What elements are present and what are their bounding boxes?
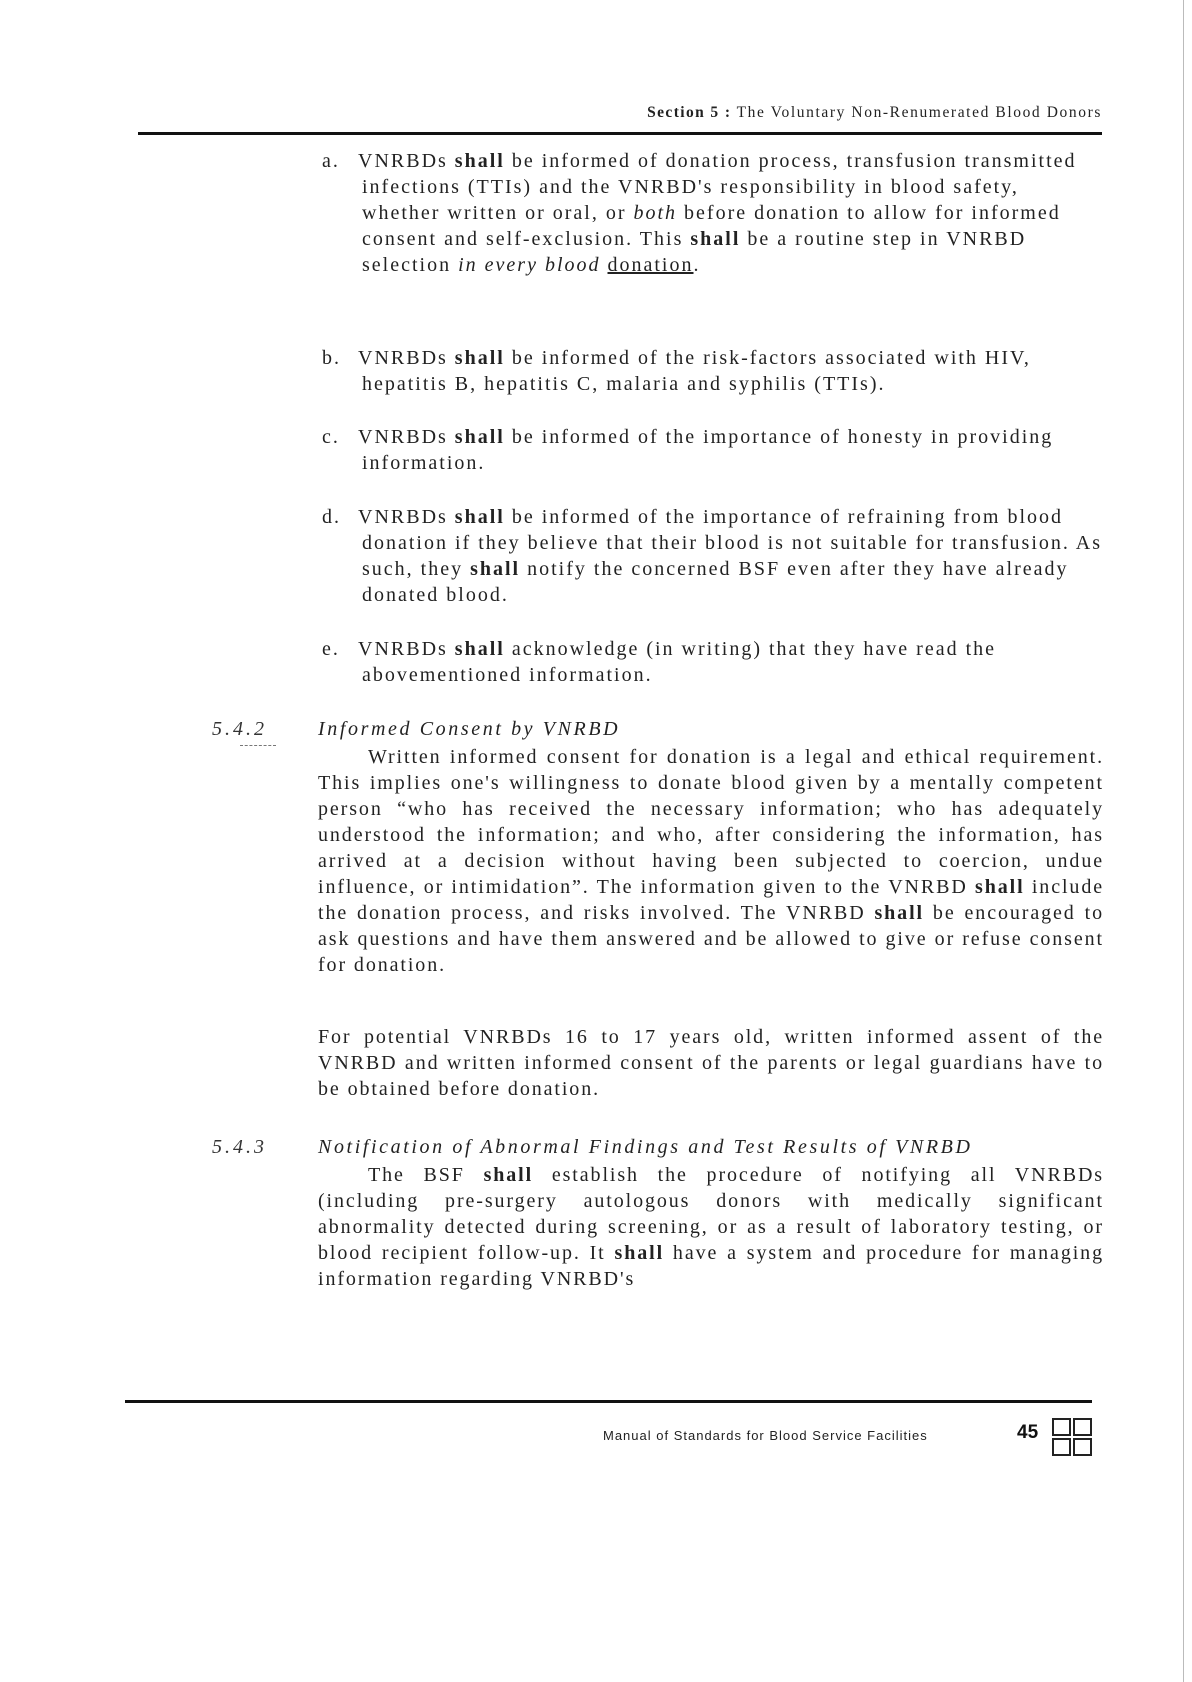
section-title: Informed Consent by VNRBD [318,718,621,740]
section-paragraph [318,1024,1104,1102]
emphasis-bold: shall [690,228,741,250]
section-number: 5.4.2 [212,718,267,740]
list-item-text [322,424,1102,476]
emphasis-bold: shall [483,1164,534,1186]
text-run: be informed of donation process, transfusion transmitted infections (TTIs) and the VNRBD's responsibility in blood safety, whether written or oral, or [362,150,1077,224]
list-item-b [322,345,1102,397]
text-run: VNRBDs [358,426,455,448]
publisher-logo-icon [1052,1418,1092,1456]
text-run: notify the concerned BSF even after they have already donated blood. [362,558,1069,606]
text-run: be informed of the risk-factors associated with HIV, hepatitis B, hepatitis C, malaria and syphilis (TTIs). [362,347,1031,395]
text-run: VNRBDs [358,506,455,528]
emphasis-bold: shall [454,347,505,369]
text-run: be informed of the importance of honesty in providing information. [362,426,1054,474]
text-run: establish the procedure of notifying all VNRBDs (including pre-surgery autologous donors with medically significant abnormality detected during screening, or as a result of laboratory testing, or blood recipient follow-up. It [318,1164,1104,1264]
list-marker: a. [322,150,340,172]
text-run: have a system and procedure for managing information regarding VNRBD's [318,1242,1104,1290]
text-run: before donation to allow for informed consent and self-exclusion. This [362,202,1061,250]
running-header [647,104,1102,122]
emphasis-bold: shall [975,876,1025,898]
list-item-c [322,424,1102,476]
emphasis-bold: shall [470,558,521,580]
text-run: be informed of the importance of refraining from blood donation if they believe that their blood is not suitable for transfusion. As such, they [362,506,1103,580]
text-run [601,254,608,276]
emphasis-italic: in every blood [458,254,601,276]
section-title: Notification of Abnormal Findings and Test Results of VNRBD [318,1136,973,1158]
text-run: VNRBDs [358,347,455,369]
text-run: The BSF [368,1164,484,1186]
footer-manual-title: Manual of Standards for Blood Service Facilities [603,1428,928,1443]
list-item-text [322,504,1102,608]
emphasis-bold: shall [614,1242,665,1264]
header-rule [138,132,1102,135]
list-item-text [322,148,1102,278]
list-marker: c. [322,426,340,448]
section-paragraph [318,744,1104,978]
section-paragraph [318,1162,1104,1292]
emphasis-bold: shall [454,426,505,448]
list-item-text [322,636,1102,688]
text-run: be encouraged to ask questions and have them answered and be allowed to give or refuse consent for donation. [318,902,1104,976]
text-run: VNRBDs [358,638,455,660]
underlined-text: donation [607,254,694,276]
text-run: . [693,254,701,276]
header-section-label: Section 5 : [647,104,732,121]
emphasis-italic: both [633,202,678,224]
section-number: 5.4.3 [212,1136,267,1158]
page-number: 45 [1017,1422,1039,1443]
text-run: VNRBDs [358,150,455,172]
list-item-a [322,148,1102,278]
text-run: acknowledge (in writing) that they have read the abovementioned information. [362,638,997,686]
emphasis-bold: shall [454,150,505,172]
text-run: include the donation process, and risks involved. The VNRBD [318,876,1104,924]
list-marker: e. [322,638,340,660]
scan-edge-line [1183,0,1184,1682]
emphasis-bold: shall [454,638,505,660]
emphasis-bold: shall [454,506,505,528]
scan-mark [240,745,276,747]
text-run: For potential VNRBDs 16 to 17 years old, written informed assent of the VNRBD and written informed consent of the parents or legal guardians have to be obtained before donation. [318,1026,1104,1100]
emphasis-bold: shall [874,902,924,924]
list-item-text [322,345,1102,397]
text-run: Written informed consent for donation is a legal and ethical requirement. This implies one's willingness to donate blood given by a mentally competent person “who has received the necessary information; who has adequately understood the information; and who, after considering the information, has arrived at a decision without having been subjected to coercion, undue influence, or intimidation”. The information given to the VNRBD [318,746,1104,898]
list-marker: b. [322,347,341,369]
list-item-e [322,636,1102,688]
list-marker: d. [322,506,341,528]
list-item-d [322,504,1102,608]
header-section-title: The Voluntary Non-Renumerated Blood Donors [736,104,1102,121]
text-run: be a routine step in VNRBD selection [362,228,1027,276]
footer-rule [125,1400,1092,1403]
